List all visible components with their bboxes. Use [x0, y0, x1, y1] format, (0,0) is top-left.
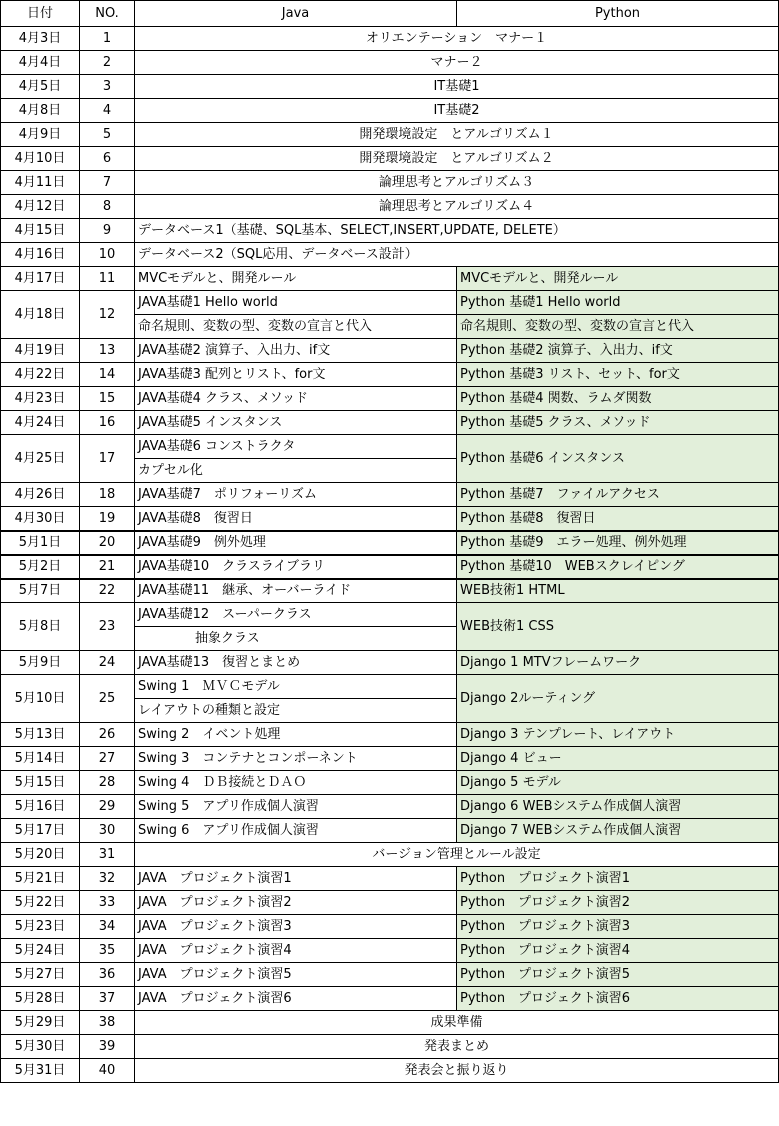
java-cell: JAVA プロジェクト演習6: [135, 987, 457, 1011]
no-cell: 23: [80, 603, 135, 651]
no-cell: 15: [80, 387, 135, 411]
python-cell: WEB技術1 CSS: [457, 603, 779, 651]
table-row: [1, 387, 779, 411]
date-cell: 5月30日: [1, 1035, 80, 1059]
no-cell: 22: [80, 579, 135, 603]
date-cell: 5月1日: [1, 531, 80, 555]
topic-cell: IT基礎1: [135, 75, 779, 99]
no-cell: 18: [80, 483, 135, 507]
date-cell: 4月15日: [1, 219, 80, 243]
java-cell: Swing 6 アプリ作成個人演習: [135, 819, 457, 843]
date-cell: 4月18日: [1, 291, 80, 339]
no-cell: 37: [80, 987, 135, 1011]
python-cell: Python プロジェクト演習2: [457, 891, 779, 915]
python-cell: 命名規則、変数の型、変数の宣言と代入: [457, 315, 779, 339]
no-cell: 36: [80, 963, 135, 987]
table-row: [1, 747, 779, 771]
table-row: [1, 243, 779, 267]
date-cell: 5月14日: [1, 747, 80, 771]
no-cell: 33: [80, 891, 135, 915]
date-cell: 4月10日: [1, 147, 80, 171]
java-cell: JAVA基礎7 ポリフォーリズム: [135, 483, 457, 507]
table-row: [1, 867, 779, 891]
shared-topic-cell: データベース1（基礎、SQL基本、SELECT,INSERT,UPDATE, DELETE）: [135, 219, 779, 243]
table-row: [1, 339, 779, 363]
topic-cell: 発表会と振り返り: [135, 1059, 779, 1083]
topic-cell: オリエンテーション マナー１: [135, 27, 779, 51]
no-cell: 11: [80, 267, 135, 291]
java-cell: JAVA基礎10 クラスライブラリ: [135, 555, 457, 579]
no-cell: 34: [80, 915, 135, 939]
python-cell: Python 基礎9 エラー処理、例外処理: [457, 531, 779, 555]
python-cell: Django 6 WEBシステム作成個人演習: [457, 795, 779, 819]
table-row: [1, 1059, 779, 1083]
table-row: [1, 411, 779, 435]
table-row: [1, 291, 779, 315]
python-cell: Python 基礎1 Hello world: [457, 291, 779, 315]
date-cell: 4月26日: [1, 483, 80, 507]
no-cell: 6: [80, 147, 135, 171]
no-cell: 27: [80, 747, 135, 771]
python-cell: Python 基礎6 インスタンス: [457, 435, 779, 483]
date-cell: 4月25日: [1, 435, 80, 483]
table-row: [1, 843, 779, 867]
python-cell: Python 基礎4 関数、ラムダ関数: [457, 387, 779, 411]
header-python: Python: [457, 1, 779, 27]
table-row: [1, 771, 779, 795]
java-cell: Swing 1 ＭＶＣモデル: [135, 675, 457, 699]
table-row: [1, 363, 779, 387]
table-row: [1, 99, 779, 123]
python-cell: Django 3 テンプレート、レイアウト: [457, 723, 779, 747]
table-row: [1, 579, 779, 603]
table-row: [1, 483, 779, 507]
python-cell: Django 4 ビュー: [457, 747, 779, 771]
topic-cell: マナー２: [135, 51, 779, 75]
date-cell: 4月8日: [1, 99, 80, 123]
python-cell: Python プロジェクト演習1: [457, 867, 779, 891]
java-cell: JAVA基礎1 Hello world: [135, 291, 457, 315]
topic-cell: 開発環境設定 とアルゴリズム１: [135, 123, 779, 147]
table-row: [1, 267, 779, 291]
topic-cell: バージョン管理とルール設定: [135, 843, 779, 867]
java-cell: Swing 5 アプリ作成個人演習: [135, 795, 457, 819]
topic-cell: 論理思考とアルゴリズム４: [135, 195, 779, 219]
no-cell: 29: [80, 795, 135, 819]
table-row: [1, 963, 779, 987]
python-cell: Python プロジェクト演習3: [457, 915, 779, 939]
no-cell: 10: [80, 243, 135, 267]
no-cell: 26: [80, 723, 135, 747]
date-cell: 5月20日: [1, 843, 80, 867]
python-cell: Django 2ルーティング: [457, 675, 779, 723]
python-cell: MVCモデルと、開発ルール: [457, 267, 779, 291]
header-no: NO.: [80, 1, 135, 27]
date-cell: 4月17日: [1, 267, 80, 291]
date-cell: 5月17日: [1, 819, 80, 843]
table-row: [1, 27, 779, 51]
table-row: [1, 1011, 779, 1035]
table-row: [1, 555, 779, 579]
date-cell: 5月28日: [1, 987, 80, 1011]
java-cell: レイアウトの種類と設定: [135, 699, 457, 723]
no-cell: 17: [80, 435, 135, 483]
table-row: [1, 819, 779, 843]
python-cell: Python プロジェクト演習5: [457, 963, 779, 987]
no-cell: 40: [80, 1059, 135, 1083]
date-cell: 5月27日: [1, 963, 80, 987]
java-cell: 命名規則、変数の型、変数の宣言と代入: [135, 315, 457, 339]
java-cell: JAVA基礎4 クラス、メソッド: [135, 387, 457, 411]
table-row: [1, 51, 779, 75]
no-cell: 8: [80, 195, 135, 219]
date-cell: 5月23日: [1, 915, 80, 939]
no-cell: 9: [80, 219, 135, 243]
no-cell: 39: [80, 1035, 135, 1059]
java-cell: JAVA基礎8 復習日: [135, 507, 457, 531]
date-cell: 5月24日: [1, 939, 80, 963]
date-cell: 4月16日: [1, 243, 80, 267]
no-cell: 30: [80, 819, 135, 843]
java-cell: JAVA基礎12 スーパークラス: [135, 603, 457, 627]
topic-cell: 開発環境設定 とアルゴリズム２: [135, 147, 779, 171]
table-row: [1, 939, 779, 963]
date-cell: 5月16日: [1, 795, 80, 819]
table-row: [1, 915, 779, 939]
shared-topic-cell: データベース2（SQL応用、データベース設計）: [135, 243, 779, 267]
table-row: [1, 891, 779, 915]
date-cell: 4月3日: [1, 27, 80, 51]
date-cell: 4月11日: [1, 171, 80, 195]
python-cell: Django 7 WEBシステム作成個人演習: [457, 819, 779, 843]
python-cell: Python プロジェクト演習6: [457, 987, 779, 1011]
table-row: [1, 195, 779, 219]
table-row: [1, 1035, 779, 1059]
java-cell: JAVA プロジェクト演習2: [135, 891, 457, 915]
no-cell: 16: [80, 411, 135, 435]
no-cell: 31: [80, 843, 135, 867]
java-cell: JAVA基礎2 演算子、入出力、if文: [135, 339, 457, 363]
topic-cell: 発表まとめ: [135, 1035, 779, 1059]
date-cell: 5月31日: [1, 1059, 80, 1083]
table-body: [1, 27, 779, 1083]
date-cell: 4月12日: [1, 195, 80, 219]
no-cell: 35: [80, 939, 135, 963]
no-cell: 13: [80, 339, 135, 363]
date-cell: 5月8日: [1, 603, 80, 651]
java-cell: JAVA プロジェクト演習4: [135, 939, 457, 963]
table-row: [1, 219, 779, 243]
no-cell: 28: [80, 771, 135, 795]
table-row: [1, 171, 779, 195]
python-cell: Python 基礎10 WEBスクレイピング: [457, 555, 779, 579]
python-cell: Django 5 モデル: [457, 771, 779, 795]
no-cell: 38: [80, 1011, 135, 1035]
java-cell: JAVA プロジェクト演習1: [135, 867, 457, 891]
table-row: [1, 147, 779, 171]
date-cell: 5月15日: [1, 771, 80, 795]
python-cell: Python 基礎8 復習日: [457, 507, 779, 531]
table-row: [1, 651, 779, 675]
topic-cell: IT基礎2: [135, 99, 779, 123]
java-cell: JAVA基礎11 継承、オーバーライド: [135, 579, 457, 603]
python-cell: Django 1 MTVフレームワーク: [457, 651, 779, 675]
date-cell: 5月2日: [1, 555, 80, 579]
no-cell: 3: [80, 75, 135, 99]
python-cell: Python 基礎7 ファイルアクセス: [457, 483, 779, 507]
date-cell: 5月22日: [1, 891, 80, 915]
no-cell: 1: [80, 27, 135, 51]
java-cell: 抽象クラス: [135, 627, 457, 651]
date-cell: 4月22日: [1, 363, 80, 387]
python-cell: WEB技術1 HTML: [457, 579, 779, 603]
no-cell: 21: [80, 555, 135, 579]
java-cell: Swing 3 コンテナとコンポーネント: [135, 747, 457, 771]
java-cell: JAVA基礎13 復習とまとめ: [135, 651, 457, 675]
python-cell: Python プロジェクト演習4: [457, 939, 779, 963]
date-cell: 5月21日: [1, 867, 80, 891]
no-cell: 20: [80, 531, 135, 555]
java-cell: JAVA プロジェクト演習3: [135, 915, 457, 939]
date-cell: 5月7日: [1, 579, 80, 603]
date-cell: 4月5日: [1, 75, 80, 99]
date-cell: 4月23日: [1, 387, 80, 411]
java-cell: JAVA基礎3 配列とリスト、for文: [135, 363, 457, 387]
no-cell: 12: [80, 291, 135, 339]
table-row: [1, 987, 779, 1011]
table-row: [1, 603, 779, 627]
java-cell: JAVA プロジェクト演習5: [135, 963, 457, 987]
java-cell: JAVA基礎6 コンストラクタ: [135, 435, 457, 459]
date-cell: 4月4日: [1, 51, 80, 75]
no-cell: 4: [80, 99, 135, 123]
no-cell: 2: [80, 51, 135, 75]
table-row: [1, 675, 779, 699]
no-cell: 19: [80, 507, 135, 531]
date-cell: 5月13日: [1, 723, 80, 747]
no-cell: 14: [80, 363, 135, 387]
table-row: [1, 531, 779, 555]
no-cell: 32: [80, 867, 135, 891]
topic-cell: 論理思考とアルゴリズム３: [135, 171, 779, 195]
date-cell: 4月30日: [1, 507, 80, 531]
date-cell: 5月10日: [1, 675, 80, 723]
table-row: [1, 795, 779, 819]
header-row: [1, 1, 779, 27]
date-cell: 4月24日: [1, 411, 80, 435]
table-row: [1, 123, 779, 147]
java-cell: MVCモデルと、開発ルール: [135, 267, 457, 291]
date-cell: 4月9日: [1, 123, 80, 147]
topic-cell: 成果準備: [135, 1011, 779, 1035]
java-cell: Swing 4 ＤＢ接続とＤＡＯ: [135, 771, 457, 795]
date-cell: 5月9日: [1, 651, 80, 675]
python-cell: Python 基礎3 リスト、セット、for文: [457, 363, 779, 387]
java-cell: Swing 2 イベント処理: [135, 723, 457, 747]
date-cell: 5月29日: [1, 1011, 80, 1035]
table-row: [1, 435, 779, 459]
no-cell: 7: [80, 171, 135, 195]
java-cell: カプセル化: [135, 459, 457, 483]
no-cell: 5: [80, 123, 135, 147]
java-cell: JAVA基礎9 例外処理: [135, 531, 457, 555]
table-row: [1, 75, 779, 99]
header-date: 日付: [1, 1, 80, 27]
date-cell: 4月19日: [1, 339, 80, 363]
table-row: [1, 723, 779, 747]
table-row: [1, 507, 779, 531]
header-java: Java: [135, 1, 457, 27]
python-cell: Python 基礎2 演算子、入出力、if文: [457, 339, 779, 363]
no-cell: 25: [80, 675, 135, 723]
python-cell: Python 基礎5 クラス、メソッド: [457, 411, 779, 435]
java-cell: JAVA基礎5 インスタンス: [135, 411, 457, 435]
no-cell: 24: [80, 651, 135, 675]
